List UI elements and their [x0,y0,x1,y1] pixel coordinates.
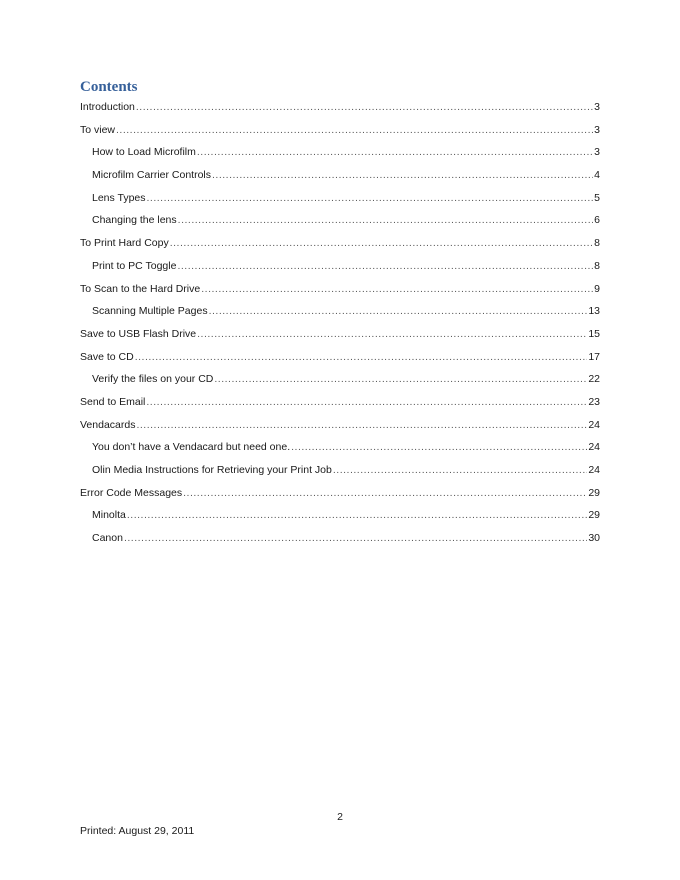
toc-entry[interactable] [80,304,600,327]
toc-dot-leader [127,508,587,522]
toc-entry-page: 24 [588,464,600,476]
toc-entry[interactable] [80,418,600,441]
toc-entry[interactable] [80,100,600,123]
toc-entry[interactable] [80,213,600,236]
toc-entry-label: Canon [92,532,123,545]
toc-entry-label: To view [80,123,116,136]
toc-dot-leader [136,418,587,432]
toc-entry[interactable] [80,350,600,373]
toc-entry[interactable] [80,123,600,146]
toc-entry-page: 3 [594,123,600,136]
table-of-contents [80,100,600,554]
toc-entry-page: 3 [594,146,600,159]
toc-entry[interactable] [80,191,600,214]
toc-entry-page: 13 [588,305,600,318]
toc-dot-leader [201,282,593,296]
toc-entry-page: 4 [594,169,600,182]
toc-dot-leader [183,486,587,500]
toc-entry[interactable] [80,259,600,282]
toc-dot-leader [116,123,593,137]
toc-entry-label: To Print Hard Copy [80,237,169,250]
toc-dot-leader [291,440,587,454]
toc-entry[interactable] [80,486,600,509]
toc-entry-label: Microfilm Carrier Controls [92,169,212,182]
toc-entry-page: 22 [588,373,600,386]
toc-entry-page: 9 [594,282,600,295]
toc-dot-leader [197,327,587,341]
toc-dot-leader [212,168,593,182]
toc-dot-leader [124,531,587,545]
toc-entry-label: Vendacards [80,418,136,431]
toc-entry-label: Error Code Messages [80,486,183,499]
toc-entry[interactable] [80,168,600,191]
toc-dot-leader [170,236,593,250]
toc-entry[interactable] [80,327,600,350]
toc-entry-label: Lens Types [92,191,146,204]
toc-entry[interactable] [80,508,600,531]
toc-dot-leader [146,395,587,409]
toc-entry-label: You don’t have a Vendacard but need one. [92,441,291,454]
toc-entry-page: 29 [588,486,600,499]
toc-entry[interactable] [80,145,600,168]
toc-entry-page: 5 [594,191,600,204]
toc-entry-page: 23 [588,395,600,408]
toc-entry-label: To Scan to the Hard Drive [80,282,201,295]
toc-entry[interactable] [80,282,600,305]
toc-dot-leader [214,372,587,386]
toc-dot-leader [135,350,588,364]
toc-entry-page: 8 [594,237,600,250]
page-number: 2 [337,811,343,823]
toc-entry-page: 15 [588,327,600,340]
toc-entry[interactable] [80,372,600,395]
toc-entry-label: How to Load Microfilm [92,146,196,159]
toc-title: Contents [80,79,138,95]
toc-entry[interactable] [80,531,600,554]
toc-entry-label: Print to PC Toggle [92,259,177,272]
toc-entry-label: Changing the lens [92,214,177,227]
toc-entry-page: 6 [594,214,600,227]
toc-entry-page: 17 [588,350,600,363]
toc-entry-page: 3 [594,101,600,113]
toc-entry[interactable] [80,440,600,463]
toc-entry-label: Save to USB Flash Drive [80,327,197,340]
printed-date-footer: Printed: August 29, 2011 [80,825,195,837]
toc-entry-label: Send to Email [80,395,146,408]
toc-entry[interactable] [80,395,600,418]
toc-dot-leader [136,100,593,114]
toc-entry-page: 24 [588,441,600,454]
toc-entry-page: 29 [588,509,600,522]
toc-entry-page: 30 [588,532,600,545]
toc-dot-leader [333,463,587,477]
toc-entry-page: 8 [594,259,600,272]
toc-entry-page: 24 [588,418,600,431]
toc-dot-leader [197,145,593,159]
toc-dot-leader [178,213,594,227]
toc-entry-label: Minolta [92,509,126,522]
toc-entry[interactable] [80,236,600,259]
toc-entry-label: Verify the files on your CD [92,373,214,386]
toc-dot-leader [177,259,593,273]
toc-entry[interactable] [80,463,600,486]
toc-dot-leader [147,191,594,205]
toc-entry-label: Olin Media Instructions for Retrieving your Print Job [92,464,332,476]
toc-entry-label: Scanning Multiple Pages [92,305,208,318]
toc-entry-label: Save to CD [80,350,134,363]
toc-dot-leader [209,304,588,318]
toc-entry-label: Introduction [80,101,135,113]
